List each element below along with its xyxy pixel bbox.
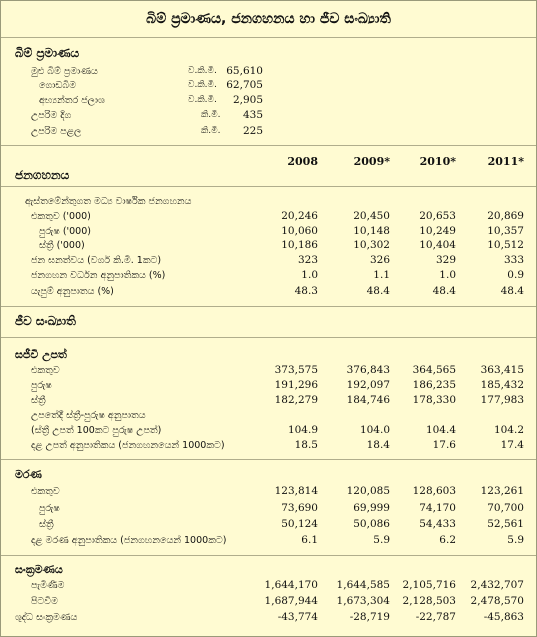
land-row-unit: කි.මී. — [201, 126, 221, 136]
crude-birth-label: දළ උපත් අනුපාතිකය (ජනගහනයෙන් 1000කට) — [31, 440, 225, 451]
value-cell: 20,246 — [281, 210, 318, 222]
divider — [1, 337, 536, 338]
value-cell: 18.5 — [294, 439, 318, 451]
crude-death-label: දළ මරණ අනුපාතිකය (ජනගහනයෙන් 1000කට) — [31, 535, 227, 546]
year-header: 2011* — [487, 155, 524, 168]
migration-row-label: පිටවීම — [31, 596, 58, 607]
value-cell: 20,653 — [419, 210, 456, 222]
value-cell: 17.4 — [500, 439, 524, 451]
migration-heading: සංක්‍රමණය — [15, 563, 63, 576]
divider — [1, 186, 536, 187]
deaths-row-label: පුරුෂ — [39, 503, 60, 514]
value-cell: -28,719 — [349, 611, 390, 623]
divider — [1, 145, 536, 146]
land-row-label: උපරිම දිග — [31, 110, 72, 121]
births-heading: සජීවී උපත් — [15, 348, 67, 361]
deaths-row-label: ස්ත්‍රී — [39, 519, 54, 530]
value-cell: 177,983 — [480, 394, 524, 406]
value-cell: 185,432 — [480, 379, 524, 391]
value-cell: 2,105,716 — [402, 579, 456, 591]
value-cell: -45,863 — [483, 611, 524, 623]
value-cell: 48.3 — [294, 285, 318, 297]
value-cell: 17.6 — [432, 439, 456, 451]
value-cell: 1.1 — [373, 269, 390, 281]
value-cell: 18.4 — [366, 439, 390, 451]
sexratio-heading: උපතේදී ස්ත්‍රී-පුරුෂ අනුපාතය — [31, 410, 146, 421]
land-row-label: අභ්‍යන්තර ජලාශ — [39, 95, 105, 106]
value-cell: 1.0 — [301, 269, 318, 281]
value-cell: 329 — [435, 254, 456, 266]
value-cell: 363,415 — [480, 364, 524, 376]
value-cell: 10,148 — [353, 225, 390, 237]
value-cell: 192,097 — [346, 379, 390, 391]
year-header: 2008 — [287, 155, 318, 168]
land-row-value: 65,610 — [226, 65, 263, 77]
value-cell: 48.4 — [500, 285, 524, 297]
value-cell: 5.9 — [373, 534, 390, 546]
value-cell: 364,565 — [412, 364, 456, 376]
divider — [1, 459, 536, 460]
births-row-label: ස්ත්‍රී — [31, 395, 46, 406]
value-cell: 10,512 — [487, 239, 524, 251]
value-cell: 74,170 — [419, 502, 456, 514]
value-cell: 6.1 — [301, 534, 318, 546]
value-cell: 104.0 — [359, 424, 390, 436]
value-cell: 184,746 — [346, 394, 390, 406]
population-subheading: ඇස්තමේන්තුගත මධ්‍ය වාර්ෂික ජනගහනය — [25, 196, 192, 207]
migration-row-label: ශුද්ධ සංක්‍රමණය — [15, 612, 78, 623]
value-cell: 10,249 — [419, 225, 456, 237]
value-cell: 50,124 — [281, 518, 318, 530]
land-row-value: 435 — [242, 109, 263, 121]
land-row-label: උපරිම පළල — [31, 126, 82, 137]
land-row-unit: ව.කි.මී. — [188, 80, 217, 90]
page-title: බිම් ප්‍රමාණය, ජනගහනය හා ජීව සංඛ්‍යාති — [146, 11, 391, 27]
value-cell: 20,450 — [353, 210, 390, 222]
value-cell: -43,774 — [277, 611, 318, 623]
value-cell: 52,561 — [487, 518, 524, 530]
land-row-value: 2,905 — [232, 94, 263, 106]
value-cell: 10,186 — [281, 239, 318, 251]
value-cell: 10,302 — [353, 239, 390, 251]
value-cell: 6.2 — [439, 534, 456, 546]
population-row-label: ජනගහන වර්ධන අනුපාතිකය (%) — [31, 270, 166, 281]
value-cell: 1,644,585 — [336, 579, 390, 591]
population-row-label: පුරුෂ ('000) — [39, 226, 91, 237]
births-row-label: පුරුෂ — [31, 380, 52, 391]
value-cell: 48.4 — [432, 285, 456, 297]
value-cell: 123,261 — [480, 485, 524, 497]
value-cell: 48.4 — [366, 285, 390, 297]
value-cell: 2,128,503 — [402, 595, 456, 607]
value-cell: 1,644,170 — [264, 579, 318, 591]
value-cell: 120,085 — [346, 485, 390, 497]
population-row-label: එකතුව ('000) — [31, 211, 91, 222]
value-cell: 182,279 — [274, 394, 318, 406]
land-row-value: 225 — [242, 125, 263, 137]
land-row-label: මුළු බිම් ප්‍රමාණය — [31, 66, 98, 77]
value-cell: 323 — [297, 254, 318, 266]
value-cell: -22,787 — [415, 611, 456, 623]
value-cell: 1,687,944 — [264, 595, 318, 607]
value-cell: 54,433 — [419, 518, 456, 530]
population-row-label: ස්ත්‍රී ('000) — [39, 240, 85, 251]
births-row-label: එකතුව — [31, 365, 60, 376]
value-cell: 20,869 — [487, 210, 524, 222]
migration-row-label: පැමිණීම — [31, 580, 65, 591]
value-cell: 191,296 — [274, 379, 318, 391]
value-cell: 333 — [503, 254, 524, 266]
value-cell: 0.9 — [507, 269, 524, 281]
value-cell: 10,404 — [419, 239, 456, 251]
vital-heading: ජීව සංඛ්‍යාති — [15, 314, 76, 328]
value-cell: 104.4 — [425, 424, 456, 436]
population-heading: ජනගහනය — [15, 168, 70, 182]
deaths-heading: මරණ — [15, 468, 42, 481]
value-cell: 104.9 — [287, 424, 318, 436]
value-cell: 373,575 — [274, 364, 318, 376]
value-cell: 1.0 — [439, 269, 456, 281]
land-row-value: 62,705 — [226, 79, 263, 91]
value-cell: 128,603 — [412, 485, 456, 497]
year-header: 2009* — [353, 155, 390, 168]
population-row-label: යැපුම් අනුපාතය (%) — [31, 286, 114, 297]
land-heading: බිම් ප්‍රමාණය — [15, 46, 80, 60]
population-row-label: ජන ඝනත්වය (වර්ග කි.මී. 1කට) — [31, 255, 162, 266]
value-cell: 376,843 — [346, 364, 390, 376]
land-row-label: ගොඩබිම — [39, 80, 77, 91]
value-cell: 178,330 — [412, 394, 456, 406]
value-cell: 2,432,707 — [470, 579, 524, 591]
deaths-row-label: එකතුව — [31, 486, 60, 497]
value-cell: 326 — [369, 254, 390, 266]
value-cell: 2,478,570 — [470, 595, 524, 607]
value-cell: 123,814 — [274, 485, 318, 497]
value-cell: 104.2 — [493, 424, 524, 436]
year-header: 2010* — [419, 155, 456, 168]
value-cell: 50,086 — [353, 518, 390, 530]
sexratio-label: (ස්ත්‍රී උපත් 100කට පුරුෂ උපත්) — [31, 425, 162, 436]
value-cell: 69,999 — [353, 502, 390, 514]
value-cell: 10,357 — [487, 225, 524, 237]
land-row-unit: ව.කි.මී. — [188, 66, 217, 76]
value-cell: 73,690 — [281, 502, 318, 514]
divider — [1, 555, 536, 556]
divider — [1, 306, 536, 307]
value-cell: 5.9 — [507, 534, 524, 546]
value-cell: 1,673,304 — [336, 595, 390, 607]
value-cell: 70,700 — [487, 502, 524, 514]
land-row-unit: ව.කි.මී. — [188, 95, 217, 105]
value-cell: 10,060 — [281, 225, 318, 237]
divider — [1, 37, 536, 38]
value-cell: 186,235 — [412, 379, 456, 391]
land-row-unit: කි.මී. — [201, 110, 221, 120]
